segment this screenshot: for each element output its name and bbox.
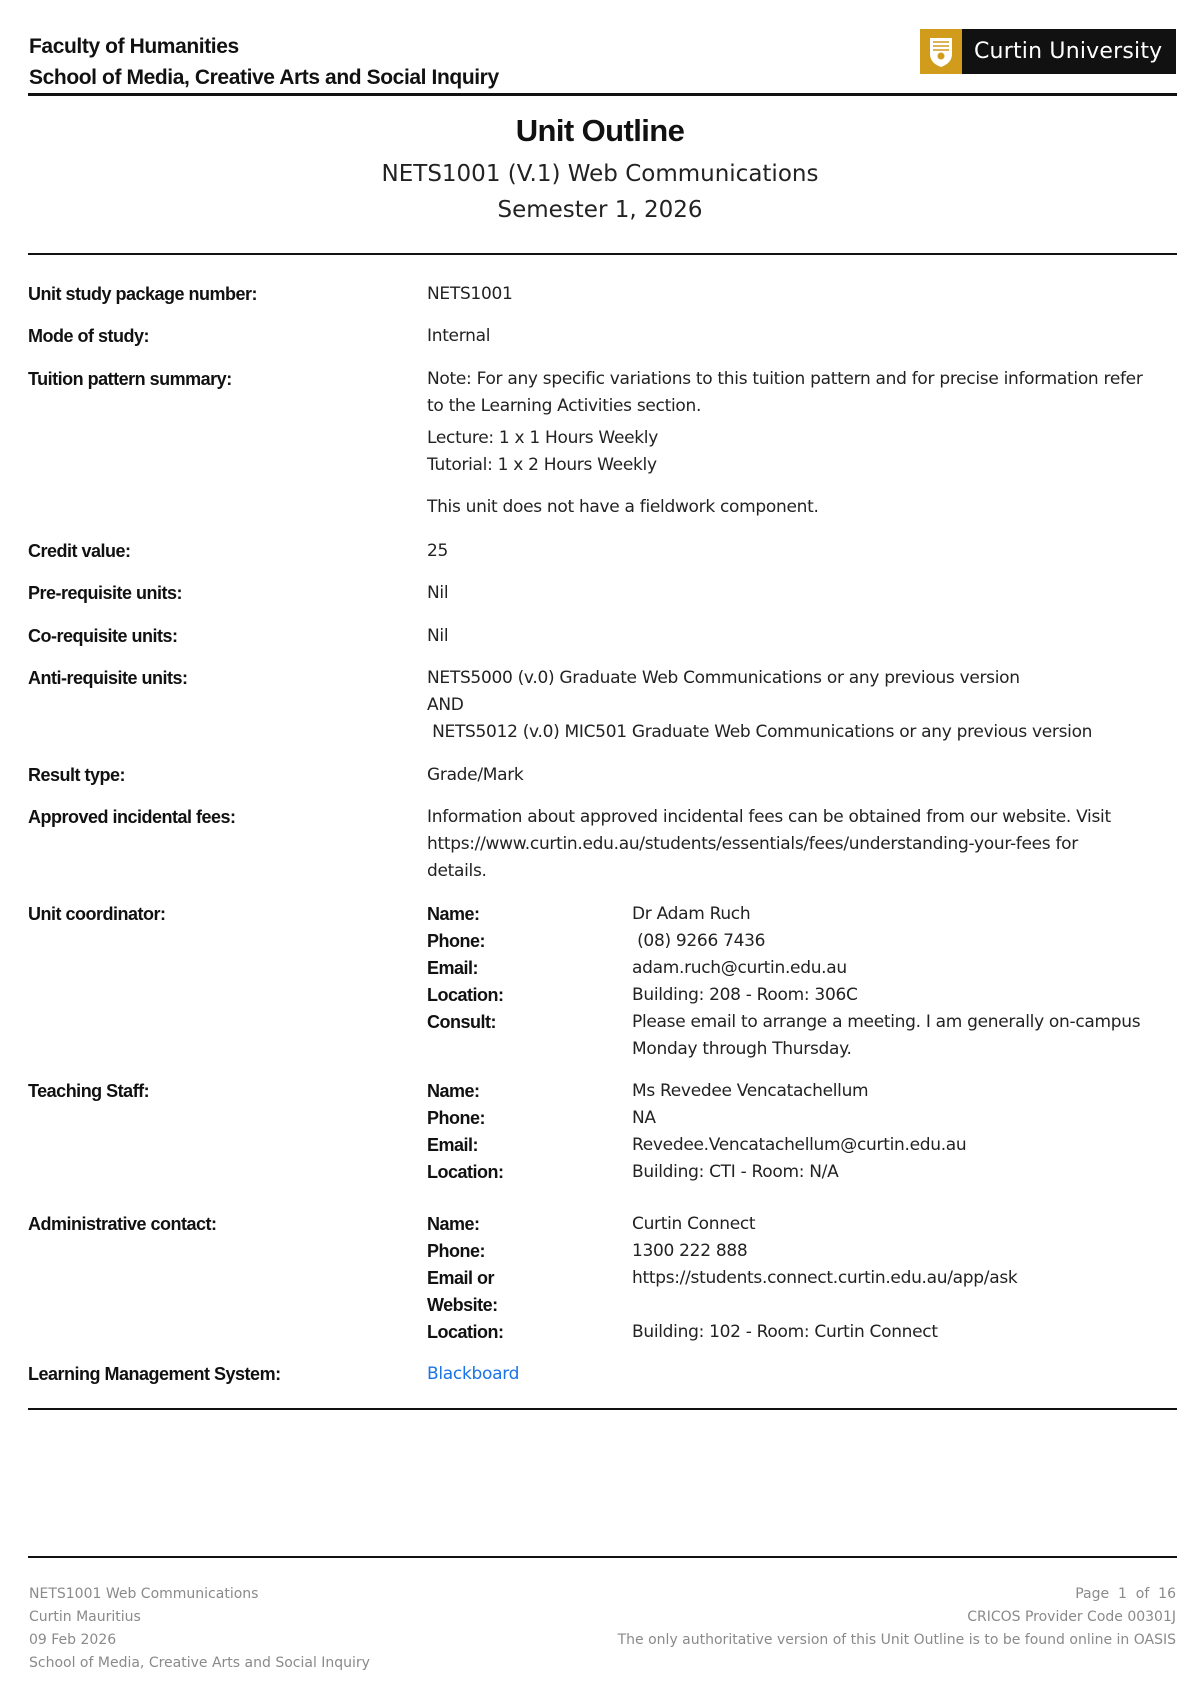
- admin-email-label-line-1: Email or: [427, 1268, 495, 1288]
- admin-phone: 1300 222 888: [632, 1241, 748, 1261]
- teaching-email: Revedee.Vencatachellum@curtin.edu.au: [632, 1135, 967, 1155]
- admin-name: Curtin Connect: [632, 1214, 756, 1234]
- tuition-label: Tuition pattern summary:: [28, 369, 232, 389]
- curtin-logo: [920, 29, 1176, 74]
- fees-line-3: details.: [427, 861, 487, 881]
- logo-wordmark: Curtin University: [962, 29, 1176, 74]
- teaching-phone: NA: [632, 1108, 656, 1128]
- admin-contact-label: Administrative contact:: [28, 1214, 217, 1234]
- admin-location: Building: 102 - Room: Curtin Connect: [632, 1322, 938, 1342]
- tuition-tutorial: Tutorial: 1 x 2 Hours Weekly: [427, 455, 657, 475]
- prerequisite-label: Pre-requisite units:: [28, 583, 183, 603]
- header-divider: [28, 93, 1177, 96]
- corequisite-value: Nil: [427, 626, 449, 646]
- antirequisite-label: Anti-requisite units:: [28, 668, 188, 688]
- incidental-fees-value: [427, 804, 1200, 885]
- semester-title: Semester 1, 2026: [497, 197, 703, 223]
- footer-cricos: CRICOS Provider Code 00301J: [967, 1609, 1176, 1625]
- tuition-lecture: Lecture: 1 x 1 Hours Weekly: [427, 428, 658, 448]
- footer-date: 09 Feb 2026: [29, 1632, 117, 1648]
- antirequisite-line-1: NETS5000 (v.0) Graduate Web Communications or any previous version: [427, 668, 1020, 688]
- package-number-value: NETS1001: [427, 284, 513, 304]
- antirequisite-and: AND: [427, 695, 464, 715]
- coordinator-label: Unit coordinator:: [28, 904, 166, 924]
- antirequisite-value: [427, 665, 1200, 746]
- coordinator-email-label: Email:: [427, 958, 479, 978]
- admin-name-label: Name:: [427, 1214, 480, 1234]
- credit-value: 25: [427, 541, 449, 561]
- coordinator-email: adam.ruch@curtin.edu.au: [632, 958, 847, 978]
- coordinator-phone: (08) 9266 7436: [632, 931, 766, 951]
- admin-email-label-line-2: Website:: [427, 1295, 498, 1315]
- footer-page-number: Page 1 of 16: [1075, 1586, 1176, 1602]
- package-number-label: Unit study package number:: [28, 284, 258, 304]
- content-divider: [28, 1408, 1177, 1410]
- title-divider: [28, 253, 1177, 255]
- teaching-location-label: Location:: [427, 1162, 504, 1182]
- incidental-fees-label: Approved incidental fees:: [28, 807, 236, 827]
- coordinator-name-label: Name:: [427, 904, 480, 924]
- lms-label: Learning Management System:: [28, 1364, 281, 1384]
- row-administrative-contact: [28, 1211, 1178, 1351]
- coordinator-location-label: Location:: [427, 985, 504, 1005]
- credit-label: Credit value:: [28, 541, 131, 561]
- teaching-name-label: Name:: [427, 1081, 480, 1101]
- footer-unit-name: NETS1001 Web Communications: [29, 1586, 259, 1602]
- result-type-value: Grade/Mark: [427, 765, 524, 785]
- unit-title: NETS1001 (V.1) Web Communications: [381, 161, 819, 187]
- faculty-name: Faculty of Humanities: [29, 35, 239, 58]
- tuition-value: [427, 366, 1200, 521]
- admin-website: https://students.connect.curtin.edu.au/app/ask: [632, 1268, 1018, 1288]
- fees-line-1: Information about approved incidental fees can be obtained from our website. Visit: [427, 807, 1111, 827]
- prerequisite-value: Nil: [427, 583, 449, 603]
- mode-label: Mode of study:: [28, 326, 149, 346]
- admin-location-label: Location:: [427, 1322, 504, 1342]
- coordinator-location: Building: 208 - Room: 306C: [632, 985, 858, 1005]
- antirequisite-line-2: NETS5012 (v.0) MIC501 Graduate Web Communications or any previous version: [427, 722, 1093, 742]
- teaching-location: Building: CTI - Room: N/A: [632, 1162, 839, 1182]
- school-name: School of Media, Creative Arts and Social Inquiry: [29, 66, 499, 89]
- coordinator-phone-label: Phone:: [427, 931, 485, 951]
- shield-icon: [920, 29, 962, 74]
- teaching-staff-label: Teaching Staff:: [28, 1081, 150, 1101]
- row-teaching-staff: [28, 1078, 1178, 1188]
- coordinator-consult-line-1: Please email to arrange a meeting. I am generally on-campus: [632, 1012, 1141, 1032]
- teaching-name: Ms Revedee Vencatachellum: [632, 1081, 869, 1101]
- admin-phone-label: Phone:: [427, 1241, 485, 1261]
- faculty-header: [29, 31, 499, 93]
- corequisite-label: Co-requisite units:: [28, 626, 178, 646]
- fees-line-2: https://www.curtin.edu.au/students/essentials/fees/understanding-your-fees for: [427, 834, 1078, 854]
- footer-divider: [28, 1556, 1177, 1558]
- footer-campus: Curtin Mauritius: [29, 1609, 141, 1625]
- footer-school: School of Media, Creative Arts and Social Inquiry: [29, 1655, 370, 1671]
- footer-authority-note: The only authoritative version of this Unit Outline is to be found online in OASIS: [617, 1632, 1176, 1648]
- page-title: Unit Outline: [515, 113, 685, 148]
- coordinator-name: Dr Adam Ruch: [632, 904, 751, 924]
- teaching-phone-label: Phone:: [427, 1108, 485, 1128]
- teaching-email-label: Email:: [427, 1135, 479, 1155]
- result-type-label: Result type:: [28, 765, 126, 785]
- coordinator-consult-line-2: Monday through Thursday.: [632, 1039, 852, 1059]
- lms-link[interactable]: Blackboard: [427, 1364, 520, 1384]
- coordinator-consult-label: Consult:: [427, 1012, 496, 1032]
- tuition-note-line-1: Note: For any specific variations to this tuition pattern and for precise information refer: [427, 369, 1143, 389]
- tuition-note-line-2: to the Learning Activities section.: [427, 396, 702, 416]
- tuition-fieldwork: This unit does not have a fieldwork component.: [427, 497, 819, 517]
- mode-value: Internal: [427, 326, 491, 346]
- row-unit-coordinator: [28, 901, 1178, 1061]
